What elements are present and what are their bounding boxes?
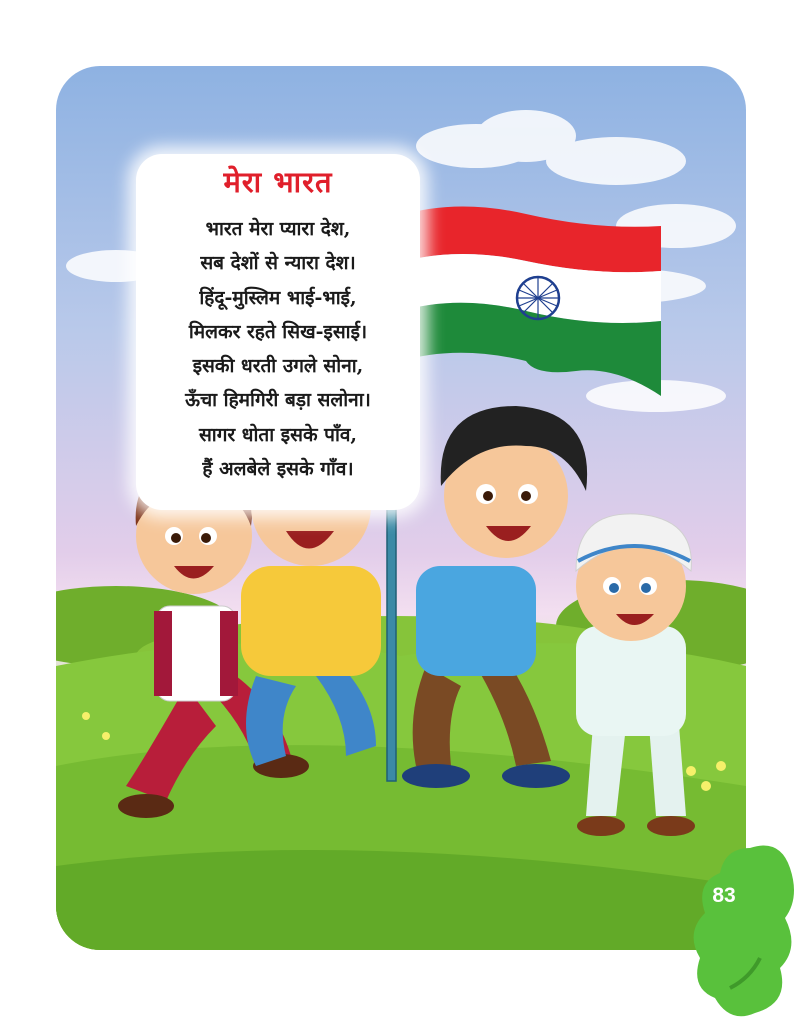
leaf-badge <box>690 838 800 1024</box>
poem-line: मिलकर रहते सिख-इसाई। <box>188 320 368 343</box>
poem-line: ऊँचा हिमगिरी बड़ा सलोना। <box>185 389 371 412</box>
poem-line: हिंदू-मुस्लिम भाई-भाई, <box>199 286 357 309</box>
poem-line: हैं अलबेले इसके गाँव। <box>202 458 354 481</box>
page-number: 83 <box>712 884 736 907</box>
poem-title: मेरा भारत <box>223 165 333 199</box>
poem-lines <box>136 212 420 486</box>
indian-flag <box>398 206 661 396</box>
poem-line: इसकी धरती उगले सोना, <box>192 355 364 378</box>
poem-line: भारत मेरा प्यारा देश, <box>205 218 351 240</box>
poem-line: सब देशों से न्यारा देश। <box>200 252 356 275</box>
poem-line: सागर धोता इसके पाँव, <box>198 423 358 446</box>
illustration-page <box>56 66 746 950</box>
